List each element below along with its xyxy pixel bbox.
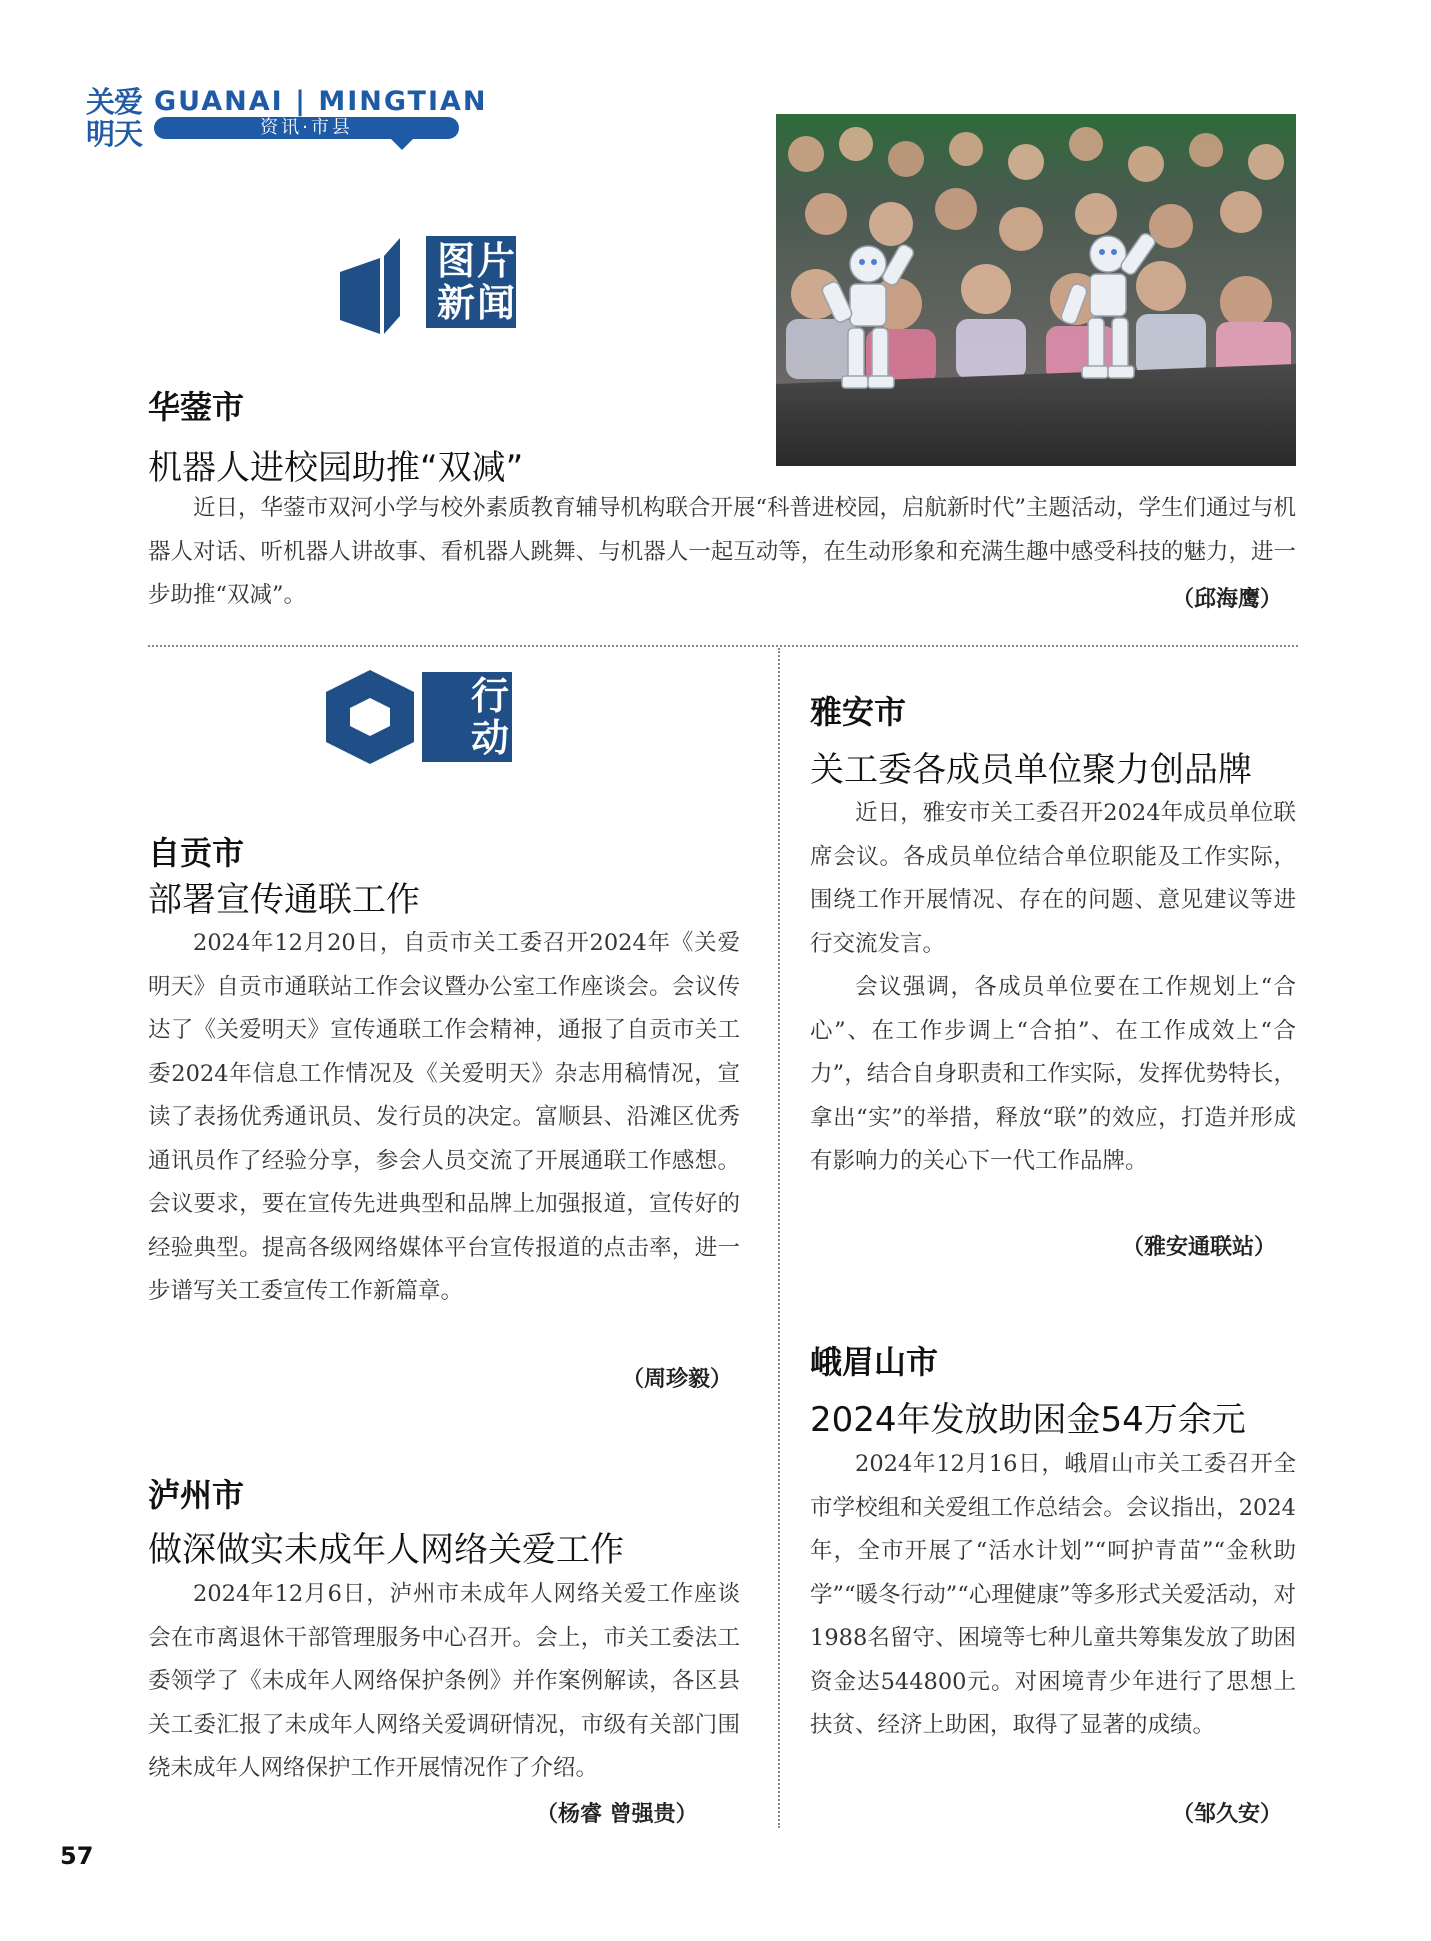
emeishan-city: 峨眉山市 — [810, 1343, 939, 1381]
yaan-body-p1: 近日，雅安市关工委召开2024年成员单位联席会议。各成员单位结合单位职能及工作实际，围绕工作开展情况、存在的问题、意见建议等进行交流发言。 — [810, 800, 1296, 957]
emeishan-author: （邹久安） — [1172, 1802, 1283, 1827]
logo-chinese: 关爱明天 — [86, 85, 143, 151]
yaan-city: 雅安市 — [810, 693, 907, 731]
emeishan-body: 2024年12月16日，峨眉山市关工委召开全市学校组和关爱组工作总结会。会议指出，2024年，全市开展了“活水计划”“呵护青苗”“金秋助学”“暖冬行动”“心理健康”等多形式关爱活动，对1988名留守、困境等七种儿童共筹集发放了助困资金达544800元。对困境青少年进行了思想上扶贫、经济上助困，取得了显著的成绩。 — [810, 1451, 1296, 1738]
page-number: 57 — [60, 1842, 94, 1870]
huaying-headline: 机器人进校园助推“双减” — [148, 448, 524, 488]
yaan-body-p2: 会议强调，各成员单位要在工作规划上“合心”、在工作步调上“合拍”、在工作成效上“合力”，结合自身职责和工作实际，发挥优势特长，拿出“实”的举措，释放“联”的效应，打造并形成有影响力的关心下一代工作品牌。 — [810, 974, 1296, 1174]
robots-and-students-photo — [776, 114, 1296, 466]
emeishan-headline: 2024年发放助困金54万余元 — [810, 1400, 1246, 1440]
luzhou-city: 泸州市 — [148, 1476, 245, 1514]
yaan-headline: 关工委各成员单位聚力创品牌 — [810, 750, 1252, 790]
huaying-author: （邱海鹰） — [1172, 587, 1283, 612]
zigong-city: 自贡市 — [148, 834, 245, 872]
luzhou-body: 2024年12月6日，泸州市未成年人网络关爱工作座谈会在市离退休干部管理服务中心召开。会上，市关工委法工委领学了《未成年人网络保护条例》并作案例解读，各区县关工委汇报了未成年人网络关爱调研情况，市级有关部门围绕未成年人网络保护工作开展情况作了介绍。 — [148, 1581, 740, 1781]
photo-illustration — [776, 114, 1296, 466]
photo-news-label: 图片新闻 — [437, 239, 518, 325]
huaying-city: 华蓥市 — [148, 388, 245, 426]
zigong-headline: 部署宣传通联工作 — [148, 880, 420, 920]
zigong-author: （周珍毅） — [622, 1367, 733, 1392]
huaying-body: 近日，华蓥市双河小学与校外素质教育辅导机构联合开展“科普进校园，启航新时代”主题活动，学生们通过与机器人对话、听机器人讲故事、看机器人跳舞、与机器人一起互动等，在生动形象和充满生趣中感受科技的魅力，进一步助推“双减”。 — [148, 495, 1297, 608]
action-label: 行动 — [470, 674, 509, 760]
luzhou-author: （杨睿 曾强贵） — [536, 1802, 698, 1827]
logo-english: GUANAI | MINGTIAN — [154, 86, 488, 117]
zigong-body: 2024年12月20日，自贡市关工委召开2024年《关爱明天》自贡市通联站工作会议暨办公室工作座谈会。会议传达了《关爱明天》宣传通联工作会精神，通报了自贡市关工委2024年信息工作情况及《关爱明天》杂志用稿情况，宣读了表扬优秀通讯员、发行员的决定。富顺县、沿滩区优秀通讯员作了经验分享，参会人员交流了开展通联工作感想。会议要求，要在宣传先进典型和品牌上加强报道，宣传好的经验典型。提高各级网络媒体平台宣传报道的点击率，进一步谱写关工委宣传工作新篇章。 — [148, 930, 740, 1304]
column-divider — [778, 648, 780, 1828]
section-label: 资讯·市县 — [260, 117, 353, 138]
horizontal-divider — [148, 645, 1298, 647]
yaan-author: （雅安通联站） — [1122, 1235, 1277, 1260]
luzhou-headline: 做深做实未成年人网络关爱工作 — [148, 1530, 624, 1570]
